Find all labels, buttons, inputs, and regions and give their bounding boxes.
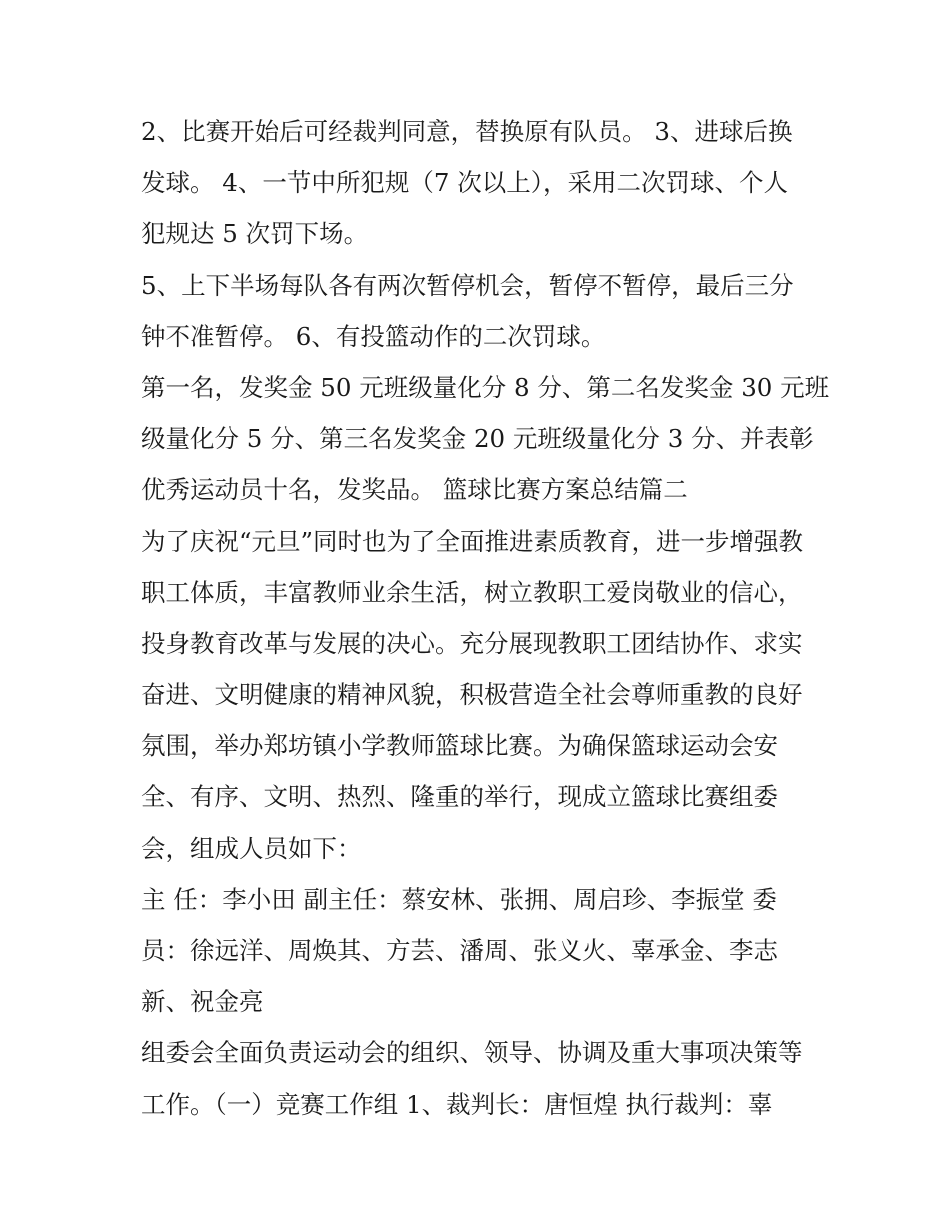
text-line: 发球。 4、一节中所犯规（7 次以上），采用二次罚球、个人 [141, 168, 788, 198]
text-line: 级量化分 5 分、第三名发奖金 20 元班级量化分 3 分、并表彰 [141, 424, 814, 454]
text-line: 工作。（一）竞赛工作组 1、裁判长：唐恒煌 执行裁判：辜 [141, 1089, 773, 1119]
text-line: 主 任：李小田 副主任：蔡安林、张拥、周启珍、李振堂 委 [141, 884, 777, 914]
text-line: 为了庆祝“元旦”同时也为了全面推进素质教育，进一步增强教 [141, 526, 804, 556]
text-line: 5、上下半场每队各有两次暂停机会，暂停不暂停，最后三分 [141, 270, 794, 300]
text-line: 投身教育改革与发展的决心。充分展现教职工团结协作、求实 [141, 628, 803, 658]
text-line: 会，组成人员如下： [141, 833, 362, 863]
text-line: 组委会全面负责运动会的组织、领导、协调及重大事项决策等 [141, 1038, 803, 1068]
text-line: 员：徐远洋、周焕其、方芸、潘周、张义火、辜承金、李志 [141, 936, 778, 965]
text-line: 2、比赛开始后可经裁判同意，替换原有队员。 3、进球后换 [141, 117, 793, 146]
text-line: 氛围，举办郑坊镇小学教师篮球比赛。为确保篮球运动会安 [141, 731, 778, 761]
text-line: 第一名，发奖金 50 元班级量化分 8 分、第二名发奖金 30 元班 [141, 372, 830, 402]
text-line: 职工体质，丰富教师业余生活，树立教职工爱岗敬业的信心， [141, 577, 803, 607]
text-line: 钟不准暂停。 6、有投篮动作的二次罚球。 [141, 321, 606, 351]
text-line: 奋进、文明健康的精神风貌，积极营造全社会尊师重教的良好 [141, 680, 803, 710]
text-line: 优秀运动员十名，发奖品。 篮球比赛方案总结篇二 [141, 475, 688, 505]
document-body [141, 106, 830, 1130]
text-line: 全、有序、文明、热烈、隆重的举行，现成立篮球比赛组委 [141, 782, 778, 812]
text-line: 新、祝金亮 [141, 987, 264, 1017]
text-line: 犯规达 5 次罚下场。 [141, 219, 369, 249]
